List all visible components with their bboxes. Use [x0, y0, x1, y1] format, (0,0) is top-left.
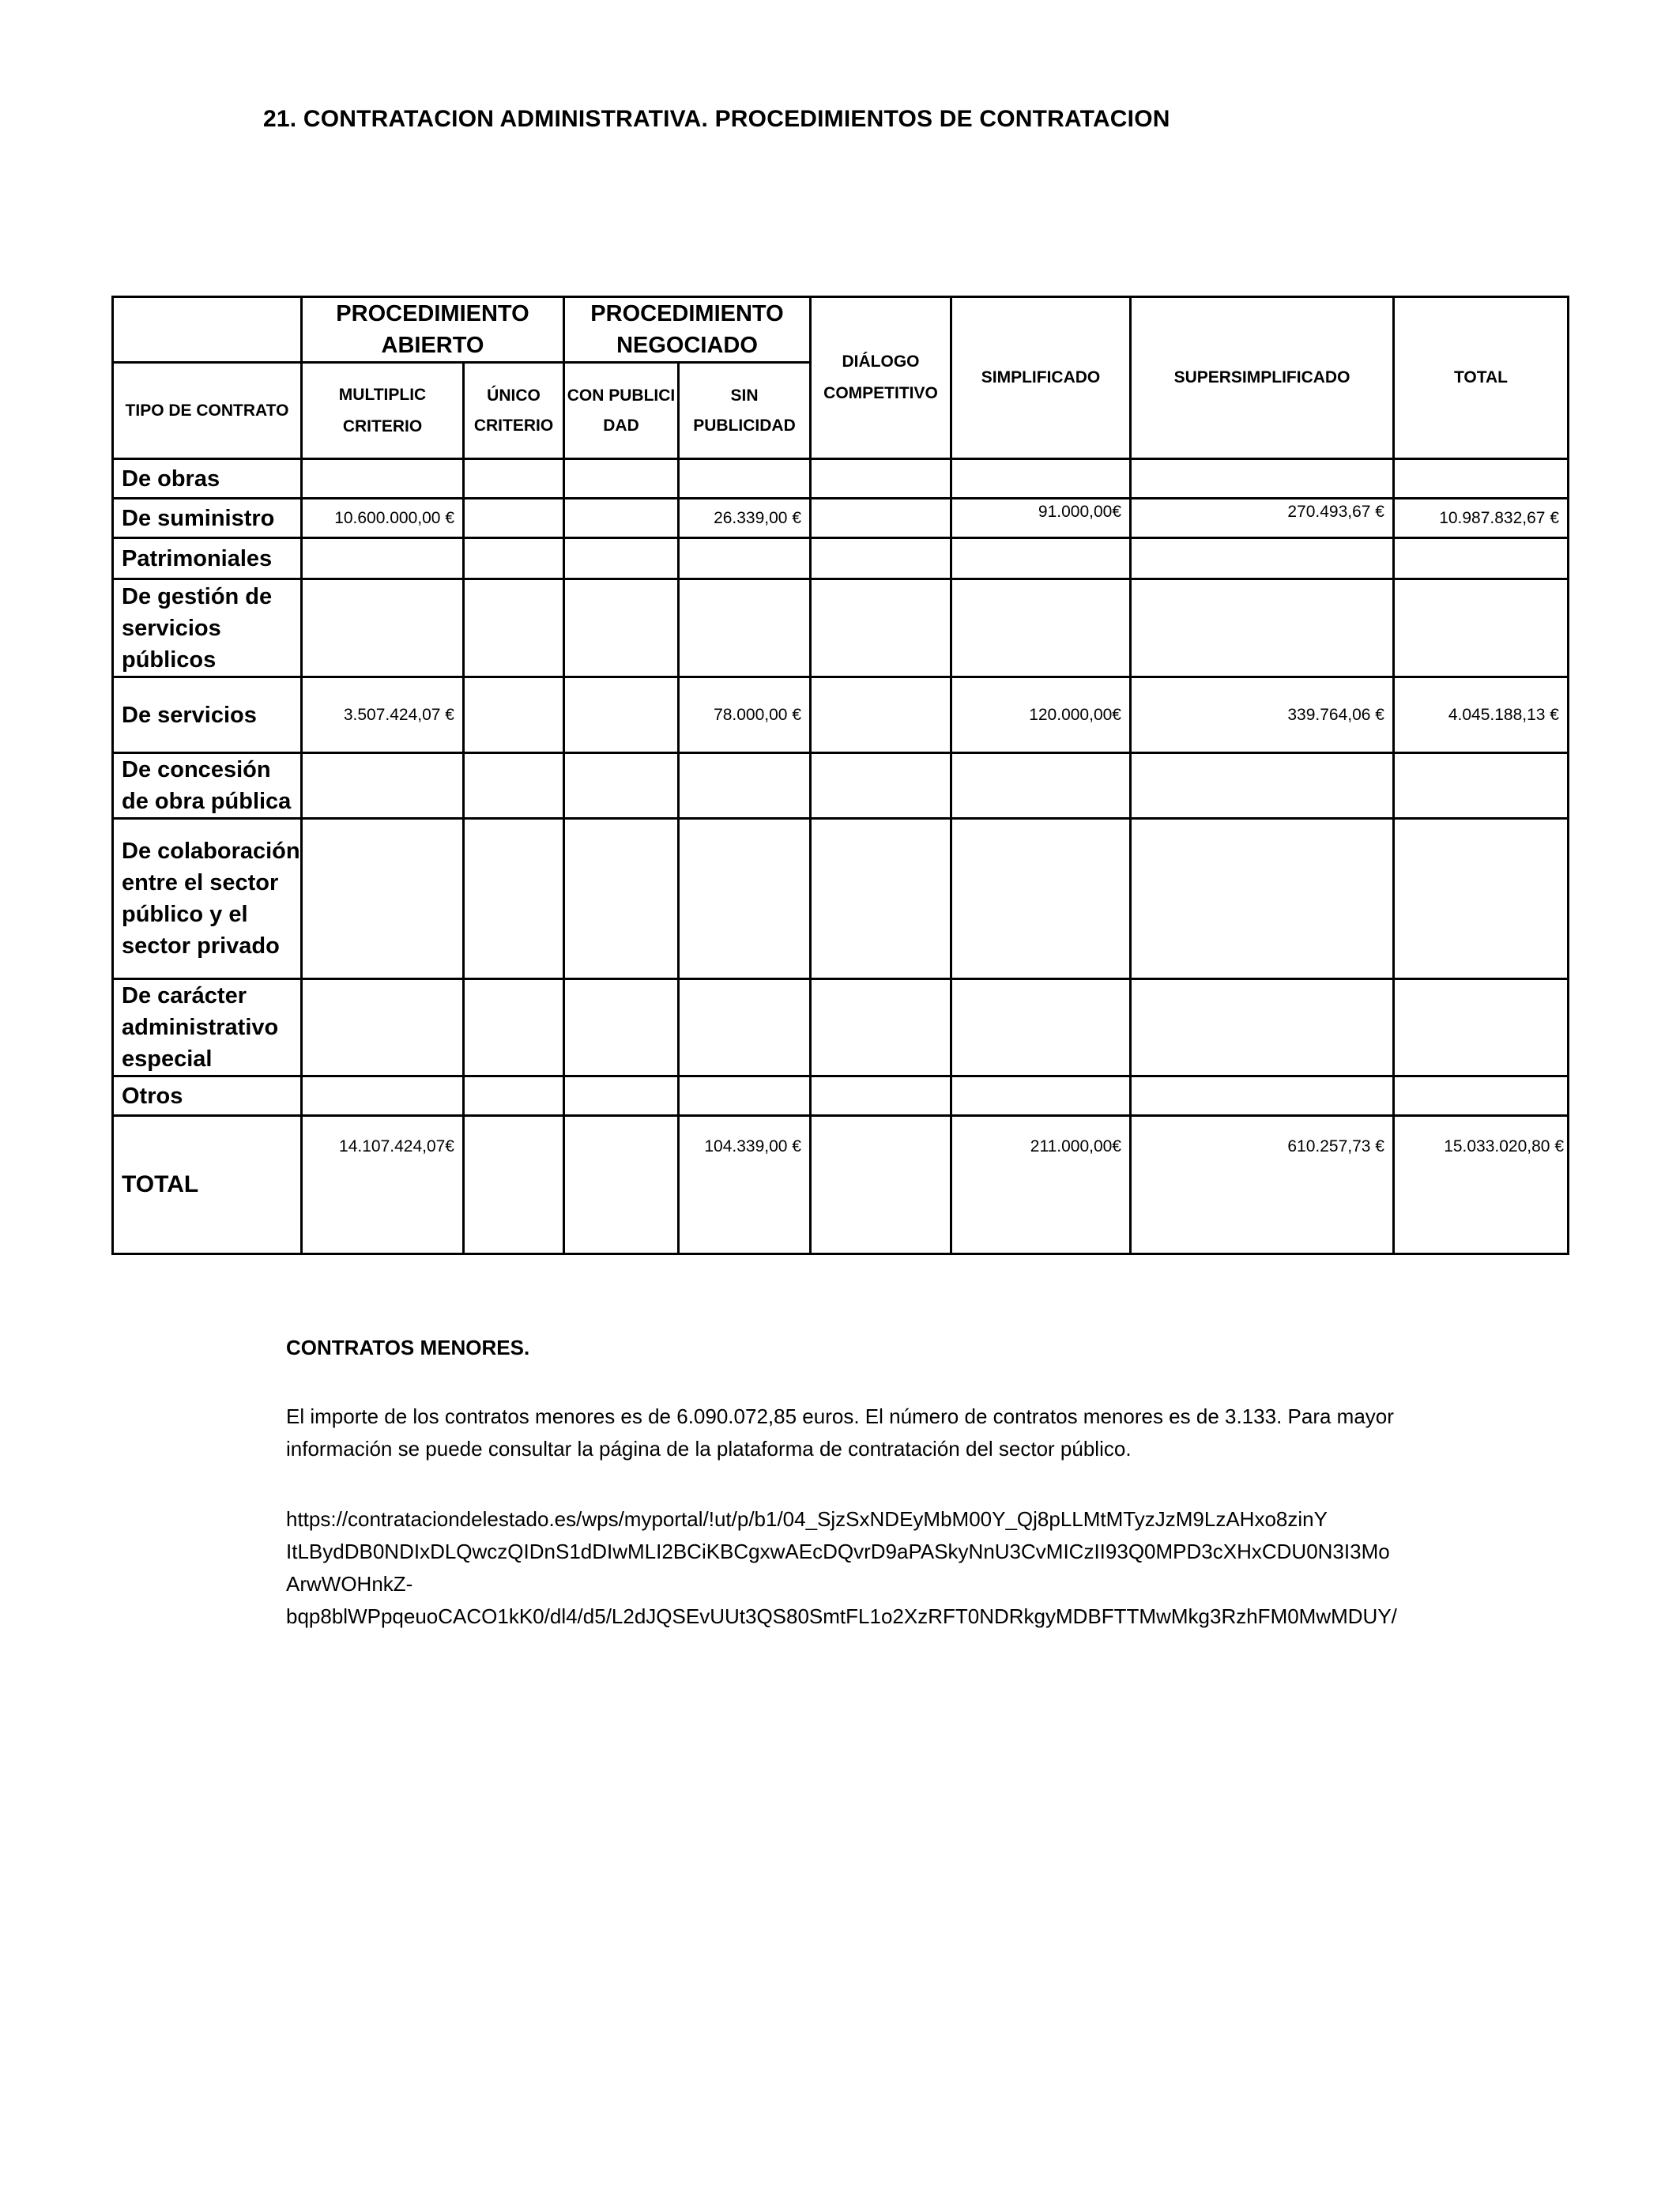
table-row [113, 677, 1569, 753]
row-label: De suministro [113, 499, 302, 538]
header-multiplic-criterio: MULTIPLIC CRITERIO [302, 363, 464, 459]
table-row [113, 499, 1569, 538]
cell-unico [464, 753, 564, 819]
cell-simplificado [951, 538, 1131, 579]
url-line: bqp8blWPpqeuoCACO1kK0/dl4/d5/L2dJQSEvUUt3QS80SmtFL1o2XzRFT0NDRkgyMDBFTTMwMkg3RzhFM0MwMDUY/ [286, 1604, 1397, 1628]
cell-total [1394, 538, 1569, 579]
header-sin-publicidad: SIN PUBLICIDAD [679, 363, 811, 459]
cell-supersimplificado [1131, 819, 1394, 979]
table-row [113, 459, 1569, 499]
cell-dialogo [811, 677, 951, 753]
cell-supersimplificado: 339.764,06 € [1131, 677, 1394, 753]
url-line: ItLBydDB0NDIxDLQwczQIDnS1dDIwMLI2BCiKBCgxwAEcDQvrD9aPASkyNnU3CvMICzII93Q0MPD3cXHxCDU0N3I3Mo [286, 1540, 1390, 1563]
cell-supersimplificado [1131, 459, 1394, 499]
contratos-menores-paragraph: El importe de los contratos menores es de 6.090.072,85 euros. El número de contratos menores es de 3.133. Para mayor información se puede consultar la página de la plataforma de contratación del sector público. [286, 1404, 1394, 1461]
cell-sin-pub [679, 753, 811, 819]
cell-unico [464, 1116, 564, 1254]
cell-dialogo [811, 1116, 951, 1254]
cell-unico [464, 819, 564, 979]
row-label: TOTAL [113, 1116, 302, 1254]
table-row-total [113, 1116, 1569, 1254]
table-row [113, 1076, 1569, 1116]
cell-simplificado [951, 1076, 1131, 1116]
cell-supersimplificado: 270.493,67 € [1131, 499, 1394, 538]
cell-multiplic [302, 753, 464, 819]
table-row [113, 753, 1569, 819]
cell-unico [464, 499, 564, 538]
cell-sin-pub: 26.339,00 € [679, 499, 811, 538]
cell-dialogo [811, 753, 951, 819]
cell-total [1394, 579, 1569, 677]
cell-simplificado [951, 459, 1131, 499]
cell-total [1394, 1076, 1569, 1116]
cell-dialogo [811, 979, 951, 1076]
cell-simplificado: 120.000,00€ [951, 677, 1131, 753]
table-row [113, 979, 1569, 1076]
table-row [113, 538, 1569, 579]
cell-sin-pub [679, 1076, 811, 1116]
cell-supersimplificado [1131, 753, 1394, 819]
row-label: De colaboración entre el sector público y el sector privado [113, 819, 302, 979]
cell-dialogo [811, 538, 951, 579]
row-label: De gestión de servicios públicos [113, 579, 302, 677]
contratos-menores-heading: CONTRATOS MENORES. [286, 1336, 530, 1359]
header-corner-cell [113, 297, 302, 363]
header-con-publicidad: CON PUBLICI DAD [564, 363, 679, 459]
row-label: Otros [113, 1076, 302, 1116]
header-procedimiento-negociado: PROCEDIMIENTO NEGOCIADO [564, 297, 811, 363]
cell-unico [464, 979, 564, 1076]
cell-sin-pub [679, 579, 811, 677]
url-line: ArwWOHnkZ- [286, 1572, 413, 1596]
cell-dialogo [811, 1076, 951, 1116]
cell-con-pub [564, 538, 679, 579]
cell-multiplic [302, 538, 464, 579]
table-row [113, 579, 1569, 677]
cell-con-pub [564, 1076, 679, 1116]
plataforma-url[interactable] [286, 1503, 1471, 1633]
cell-con-pub [564, 753, 679, 819]
cell-unico [464, 677, 564, 753]
cell-total [1394, 753, 1569, 819]
header-tipo-contrato: TIPO DE CONTRATO [113, 363, 302, 459]
cell-total: 4.045.188,13 € [1394, 677, 1569, 753]
cell-total: 15.033.020,80 € [1394, 1116, 1569, 1254]
header-simplificado: SIMPLIFICADO [951, 297, 1131, 459]
cell-sin-pub: 78.000,00 € [679, 677, 811, 753]
cell-simplificado [951, 579, 1131, 677]
cell-multiplic: 3.507.424,07 € [302, 677, 464, 753]
cell-dialogo [811, 459, 951, 499]
cell-con-pub [564, 459, 679, 499]
cell-multiplic [302, 819, 464, 979]
cell-con-pub [564, 677, 679, 753]
cell-simplificado [951, 753, 1131, 819]
cell-simplificado [951, 979, 1131, 1076]
row-label: De carácter administrativo especial [113, 979, 302, 1076]
cell-supersimplificado [1131, 979, 1394, 1076]
header-supersimplificado: SUPERSIMPLIFICADO [1131, 297, 1394, 459]
cell-simplificado [951, 819, 1131, 979]
header-row-1 [113, 297, 1569, 363]
cell-multiplic [302, 979, 464, 1076]
row-label: De servicios [113, 677, 302, 753]
cell-supersimplificado [1131, 579, 1394, 677]
cell-unico [464, 459, 564, 499]
procedimientos-table [111, 296, 1569, 1255]
cell-multiplic: 10.600.000,00 € [302, 499, 464, 538]
row-label: De obras [113, 459, 302, 499]
cell-sin-pub [679, 819, 811, 979]
cell-sin-pub [679, 979, 811, 1076]
cell-dialogo [811, 579, 951, 677]
cell-dialogo [811, 499, 951, 538]
cell-multiplic: 14.107.424,07€ [302, 1116, 464, 1254]
cell-total: 10.987.832,67 € [1394, 499, 1569, 538]
cell-supersimplificado [1131, 1076, 1394, 1116]
cell-multiplic [302, 1076, 464, 1116]
cell-simplificado: 211.000,00€ [951, 1116, 1131, 1254]
header-dialogo-competitivo: DIÁLOGO COMPETITIVO [811, 297, 951, 459]
cell-unico [464, 1076, 564, 1116]
cell-sin-pub: 104.339,00 € [679, 1116, 811, 1254]
page-title: 21. CONTRATACION ADMINISTRATIVA. PROCEDIMIENTOS DE CONTRATACION [263, 106, 1170, 132]
header-procedimiento-abierto: PROCEDIMIENTO ABIERTO [302, 297, 564, 363]
cell-simplificado: 91.000,00€ [951, 499, 1131, 538]
cell-con-pub [564, 579, 679, 677]
cell-con-pub [564, 979, 679, 1076]
cell-dialogo [811, 819, 951, 979]
cell-supersimplificado [1131, 538, 1394, 579]
table-row [113, 819, 1569, 979]
cell-unico [464, 538, 564, 579]
row-label: De concesión de obra pública [113, 753, 302, 819]
cell-sin-pub [679, 538, 811, 579]
cell-total [1394, 819, 1569, 979]
cell-con-pub [564, 819, 679, 979]
row-label: Patrimoniales [113, 538, 302, 579]
cell-con-pub [564, 499, 679, 538]
cell-con-pub [564, 1116, 679, 1254]
cell-supersimplificado: 610.257,73 € [1131, 1116, 1394, 1254]
header-unico-criterio: ÚNICO CRITERIO [464, 363, 564, 459]
cell-total [1394, 459, 1569, 499]
cell-multiplic [302, 579, 464, 677]
cell-sin-pub [679, 459, 811, 499]
header-total: TOTAL [1394, 297, 1569, 459]
cell-total [1394, 979, 1569, 1076]
cell-multiplic [302, 459, 464, 499]
url-line: https://contrataciondelestado.es/wps/myportal/!ut/p/b1/04_SjzSxNDEyMbM00Y_Qj8pLLMtMTyzJzM9LzAHxo8zinY [286, 1507, 1328, 1531]
cell-unico [464, 579, 564, 677]
